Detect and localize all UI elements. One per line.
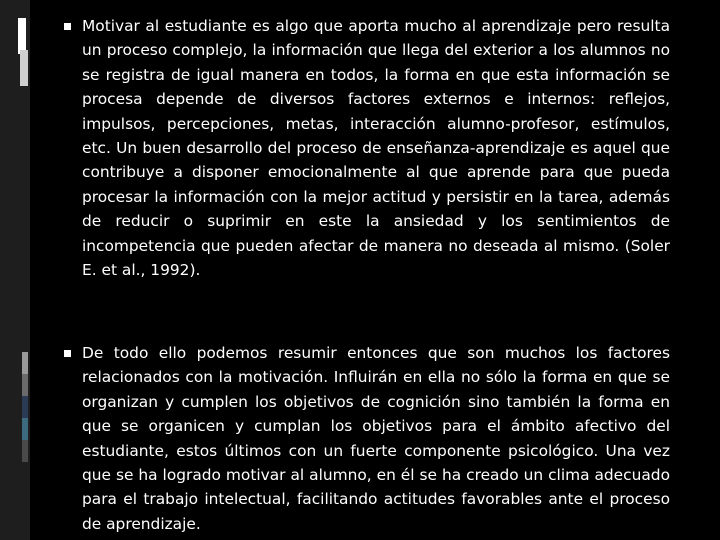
bullet-2-text: De todo ello podemos resumir entonces que son muchos los factores relacionados con la motivación. Influirán en ella no sólo la forma en que se organizan y cumplen los objetivos de cognición sino también la forma en que se organicen y cumplan los objetivos para el ámbito afectivo del estudiante, estos últimos con un fuerte componente psicológico. Una vez que se ha logrado motivar al alumno, en él se ha creado un clima adecuado para el trabajo intelectual, facilitando actitudes favorables ante el proceso de aprendizaje. — [82, 344, 670, 533]
deco-bar-mid-1 — [22, 352, 28, 374]
square-bullet-icon — [64, 23, 71, 30]
deco-bar-top — [18, 18, 26, 54]
side-decoration-panel — [0, 0, 30, 540]
deco-bar-mid-4 — [22, 418, 28, 440]
deco-bar-mid-5 — [22, 440, 28, 462]
bullet-1-text: Motivar al estudiante es algo que aporta mucho al aprendizaje pero resulta un proceso complejo, la información que llega del exterior a los alumnos no se registra de igual manera en todos, la forma en que esta información se procesa depende de diversos factores externos e internos: reflejos, impulsos, percepciones, metas, interacción alumno-profesor, estímulos, etc. Un buen desarrollo del proceso de enseñanza-aprendizaje es aquel que contribuye a disponer emocionalmente al que aprende para que pueda procesar la información con la mejor actitud y persistir en la tarea, además de reducir o suprimir en este la ansiedad y los sentimientos de incompetencia que pueden afectar de manera no deseada al mismo. (Soler E. et al., 1992). — [82, 17, 670, 280]
deco-bar-upper — [20, 50, 28, 86]
bullet-2 — [82, 341, 670, 536]
deco-bar-mid-3 — [22, 396, 28, 418]
deco-bar-mid-2 — [22, 374, 28, 396]
bullet-1 — [82, 14, 670, 282]
square-bullet-icon — [64, 350, 71, 357]
